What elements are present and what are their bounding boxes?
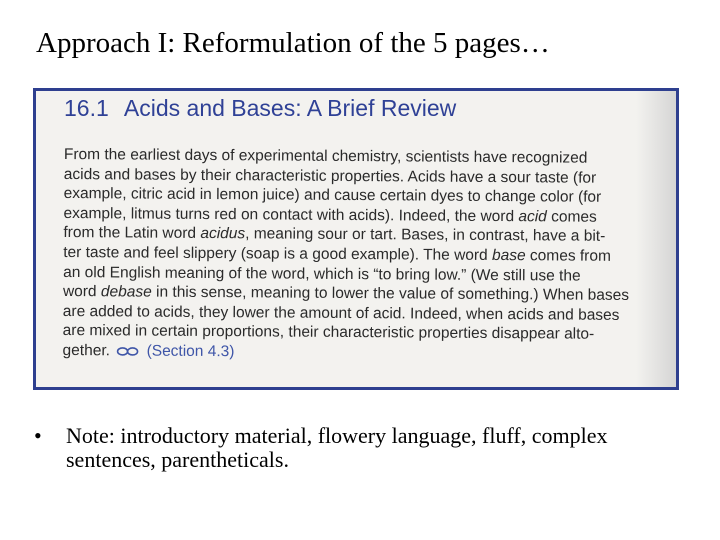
bullet-mark: • (34, 423, 42, 448)
scan-page-edge (636, 91, 676, 387)
scan-line: from the Latin word acidus, meaning sour or tart. Bases, in contrast, have a bit- (63, 224, 606, 246)
scan-line-last: gether. (Section 4.3) (62, 341, 235, 361)
scan-line: acids and bases by their characteristic properties. Acids have a sour taste (for (63, 165, 597, 187)
section-title: Acids and Bases: A Brief Review (123, 95, 457, 121)
slide-title: Approach I: Reformulation of the 5 pages… (36, 27, 550, 59)
scan-line: example, litmus turns red on contact with acids). Indeed, the word acid comes (63, 204, 597, 226)
scan-line: example, citric acid in lemon juice) and cause certain dyes to change color (for (63, 185, 602, 206)
bullet-text: Note: introductory material, flowery language, fluff, complex sentences, parentheticals. (66, 423, 608, 472)
bullet-list (32, 424, 692, 472)
scan-line: are added to acids, they lower the amount of acid. Indeed, when acids and bases (62, 302, 620, 324)
scan-line: are mixed in certain proportions, their characteristic properties disappear alto- (62, 322, 595, 344)
section-heading (64, 95, 456, 122)
section-cross-reference: (Section 4.3) (146, 342, 235, 361)
scan-line: ter taste and feel slippery (soap is a good example). The word base comes from (63, 243, 611, 265)
link-icon (116, 346, 138, 356)
scan-line: word debase in this sense, meaning to lower the value of something.) When bases (62, 283, 630, 305)
scan-line: an old English meaning of the word, which is “to bring low.” (We still use the (63, 263, 581, 285)
bullet-item (32, 424, 692, 472)
scan-paragraph (62, 145, 679, 366)
scan-line: From the earliest days of experimental chemistry, scientists have recognized (63, 145, 588, 167)
section-number: 16.1 (64, 95, 109, 121)
textbook-scan-image (33, 88, 679, 390)
